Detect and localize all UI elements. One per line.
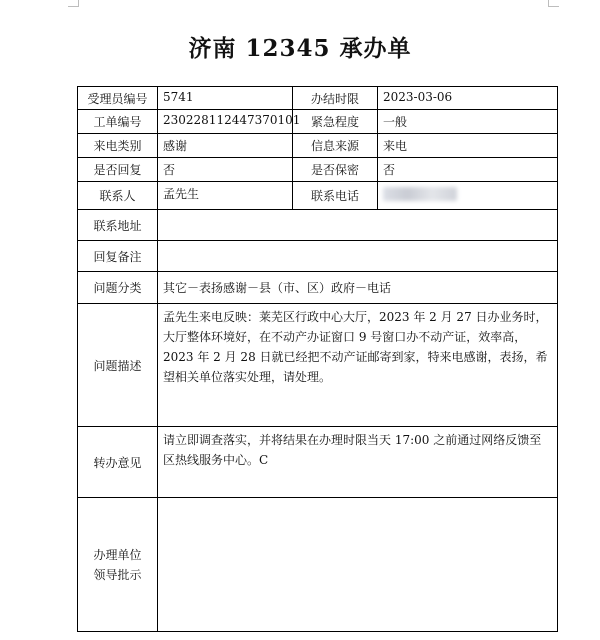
confidential-label: 是否保密: [293, 158, 378, 182]
address-value: [158, 210, 558, 241]
approval-label-line1: 办理单位: [93, 547, 142, 562]
source-value: 来电: [378, 134, 558, 158]
row-category: [78, 272, 558, 304]
approval-value: [158, 498, 558, 632]
source-label: 信息来源: [293, 134, 378, 158]
row-approval: [78, 498, 558, 632]
row-ticket: [78, 110, 558, 134]
operator-id-value: 5741: [158, 87, 293, 110]
description-label: 问题描述: [78, 304, 158, 427]
reply-note-label: 回复备注: [78, 241, 158, 272]
ticket-no-value: 230228112447370101: [158, 110, 293, 134]
urgency-label: 紧急程度: [293, 110, 378, 134]
row-call-type: [78, 134, 558, 158]
call-type-label: 来电类别: [78, 134, 158, 158]
category-label: 问题分类: [78, 272, 158, 304]
deadline-value: 2023-03-06: [378, 87, 558, 110]
approval-label: [78, 498, 158, 632]
opinion-label: 转办意见: [78, 427, 158, 498]
phone-label: 联系电话: [293, 182, 378, 210]
deadline-label: 办结时限: [293, 87, 378, 110]
document-title: 济南 12345 承办单: [188, 35, 412, 62]
row-contact: [78, 182, 558, 210]
row-description: [78, 304, 558, 427]
row-address: [78, 210, 558, 241]
category-value: 其它－表扬感谢－县（市、区）政府－电话: [158, 272, 558, 304]
contact-label: 联系人: [78, 182, 158, 210]
reply-value: 否: [158, 158, 293, 182]
approval-label-line2: 领导批示: [93, 567, 142, 582]
row-reply: [78, 158, 558, 182]
address-label: 联系地址: [78, 210, 158, 241]
row-opinion: [78, 427, 558, 498]
operator-id-label: 受理员编号: [78, 87, 158, 110]
page-corner-mark: [68, 0, 79, 7]
phone-value: [378, 182, 558, 210]
reply-note-value: [158, 241, 558, 272]
description-value: 孟先生来电反映：莱芜区行政中心大厅，2023 年 2 月 27 日办业务时，大厅整体环境好，在不动产办证窗口 9 号窗口办不动产证，效率高，2023 年 2 月 28 日就已经把不动产证邮寄到家，特来电感谢，表扬，希望相关单位落实处理，请处理。: [158, 304, 558, 427]
redacted-phone: [383, 187, 457, 201]
reply-label: 是否回复: [78, 158, 158, 182]
ticket-no-label: 工单编号: [78, 110, 158, 134]
call-type-value: 感谢: [158, 134, 293, 158]
page-corner-mark: [548, 0, 559, 7]
handling-form-table: [77, 86, 558, 632]
opinion-value: 请立即调查落实，并将结果在办理时限当天 17:00 之前通过网络反馈至区热线服务中心。C: [158, 427, 558, 498]
row-reply-note: [78, 241, 558, 272]
row-operator: [78, 87, 558, 110]
urgency-value: 一般: [378, 110, 558, 134]
contact-value: 孟先生: [158, 182, 293, 210]
confidential-value: 否: [378, 158, 558, 182]
